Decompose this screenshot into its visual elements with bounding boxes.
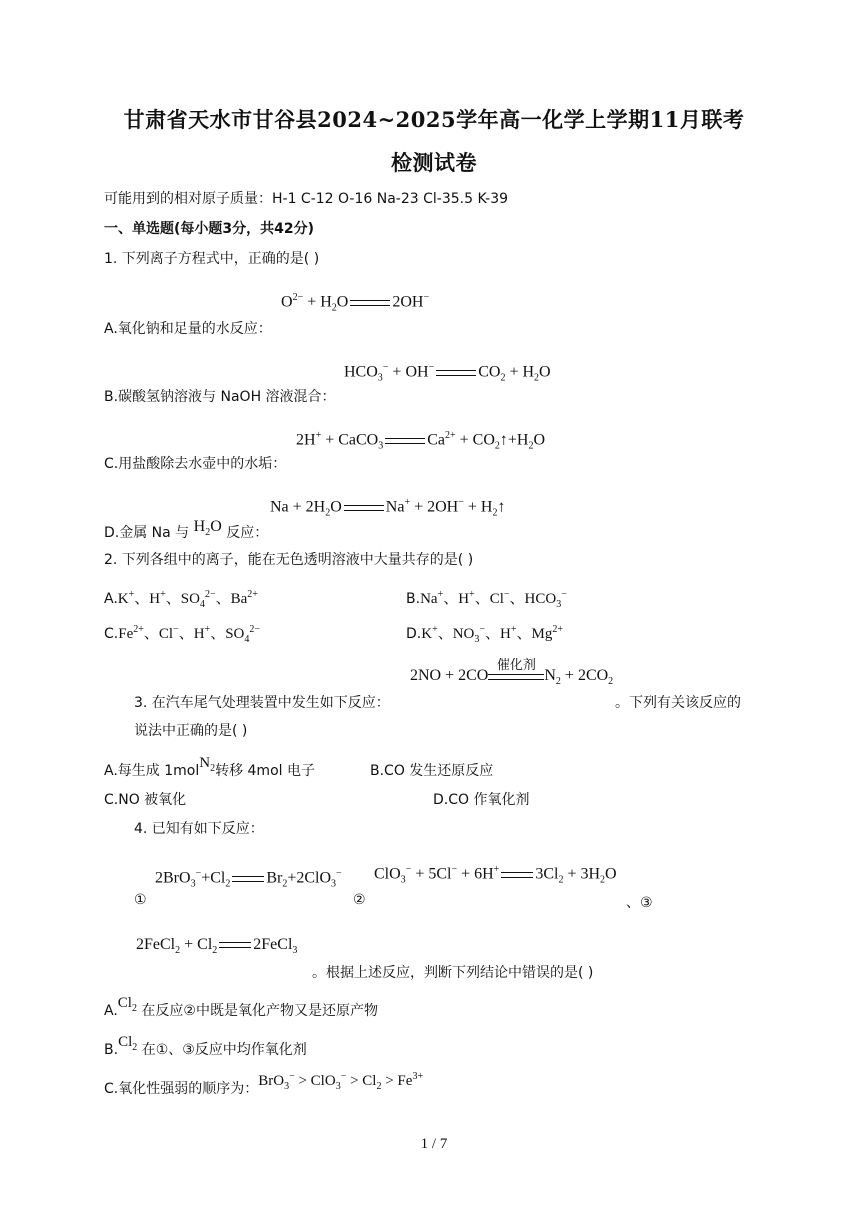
equation-3: 2NO + 2CO 催化剂 $N_2 + 2CO_2$ [410,658,614,688]
equation-4-3: 2FeCl$_2$ + $Cl_2$ 2FeCl$_3$ [136,936,298,957]
marker-1: ① [134,892,147,908]
atomic-masses: 可能用到的相对原子质量：H-1 C-12 O-16 Na-23 Cl-35.5 K-39 [104,191,509,207]
section-heading: 一、单选题(每小题3分，共42分) [104,221,315,237]
option-3b: B.CO 发生还原反应 [370,763,494,779]
option-1c: C.用盐酸除去水壶中的水垢： [104,456,287,472]
page-number: 1 / 7 [420,1136,448,1152]
question-3-stem-cont: 。下列有关该反应的 [615,695,741,711]
option-1b: B.碳酸氢钠溶液与 NaOH 溶液混合： [104,389,336,405]
equation-4-1: $2BrO_3^-+Cl_2$ $Br_2+2ClO_3^-$ [155,868,342,890]
option-1d: D.金属 Na 与 $H_2O$ 反应： [104,518,269,541]
option-3c: C.NO 被氧化 [104,792,187,808]
question-3-stem: 3. 在汽车尾气处理装置中发生如下反应： [134,695,390,711]
option-4c: C.氧化性强弱的顺序为：$BrO_3^- > ClO_3^- > Cl_2 > Fe^{3+}$ [104,1071,424,1097]
equation-4-2: ClO$_3$− + 5Cl− + 6H+ $3Cl_2 + 3H_2O$ [374,864,617,886]
equation-1b: $HCO_3^- + OH^-$ $CO_2 + H_2O$ [344,362,551,384]
question-1-stem: 1. 下列离子方程式中，正确的是( ) [104,251,320,267]
option-2c: $C.Fe^{2+}$、Cl−、H+、$SO_4^{2-}$ [104,624,261,645]
question-2-stem: 2. 下列各组中的离子，能在无色透明溶液中大量共存的是( ) [104,552,474,568]
option-3a: A.每生成 1molN$_2$转移 4mol 电子 [104,755,315,779]
option-4b: $B.Cl_2$ 在①、③反应中均作氧化剂 [104,1034,307,1058]
marker-3: 、③ [626,895,653,911]
equation-1c: 2H+ + CaCO$_3$ $Ca^{2+}$ + $CO_2↑+H_2O$ [296,430,546,452]
water-formula: $H_2O$ [193,518,222,539]
equation-1a: $O^{2-} + H_2O$ 2OH− [281,292,430,314]
question-4-stem: 4. 已知有如下反应： [134,821,264,837]
equation-1d: $Na + 2H_2O$ $Na^+ + 2OH^- + H_2↑$ [270,497,506,519]
option-2a: A.K+、H+、$SO_4^{2-}$、$Ba^{2+}$ [104,589,258,610]
option-1a: A.氧化钠和足量的水反应： [104,321,272,337]
option-2b: B.Na+、H+、Cl−、$HCO_3^-$ [406,589,567,610]
question-3-stem-line2: 说法中正确的是( ) [134,723,248,739]
option-2d: D.K+、$NO_3^-$、H+、$Mg^{2+}$ [406,624,563,645]
page-title: 甘肃省天水市甘谷县2024~2025学年高一化学上学期11月联考 [123,107,745,132]
question-4-conclusion: 。根据上述反应，判断下列结论中错误的是( ) [312,965,594,981]
option-3d: D.CO 作氧化剂 [433,792,530,808]
page-title-line2: 检测试卷 [391,150,477,175]
option-4a: $A.Cl_2$ 在反应②中既是氧化产物又是还原产物 [104,995,378,1019]
marker-2: ② [353,892,366,908]
